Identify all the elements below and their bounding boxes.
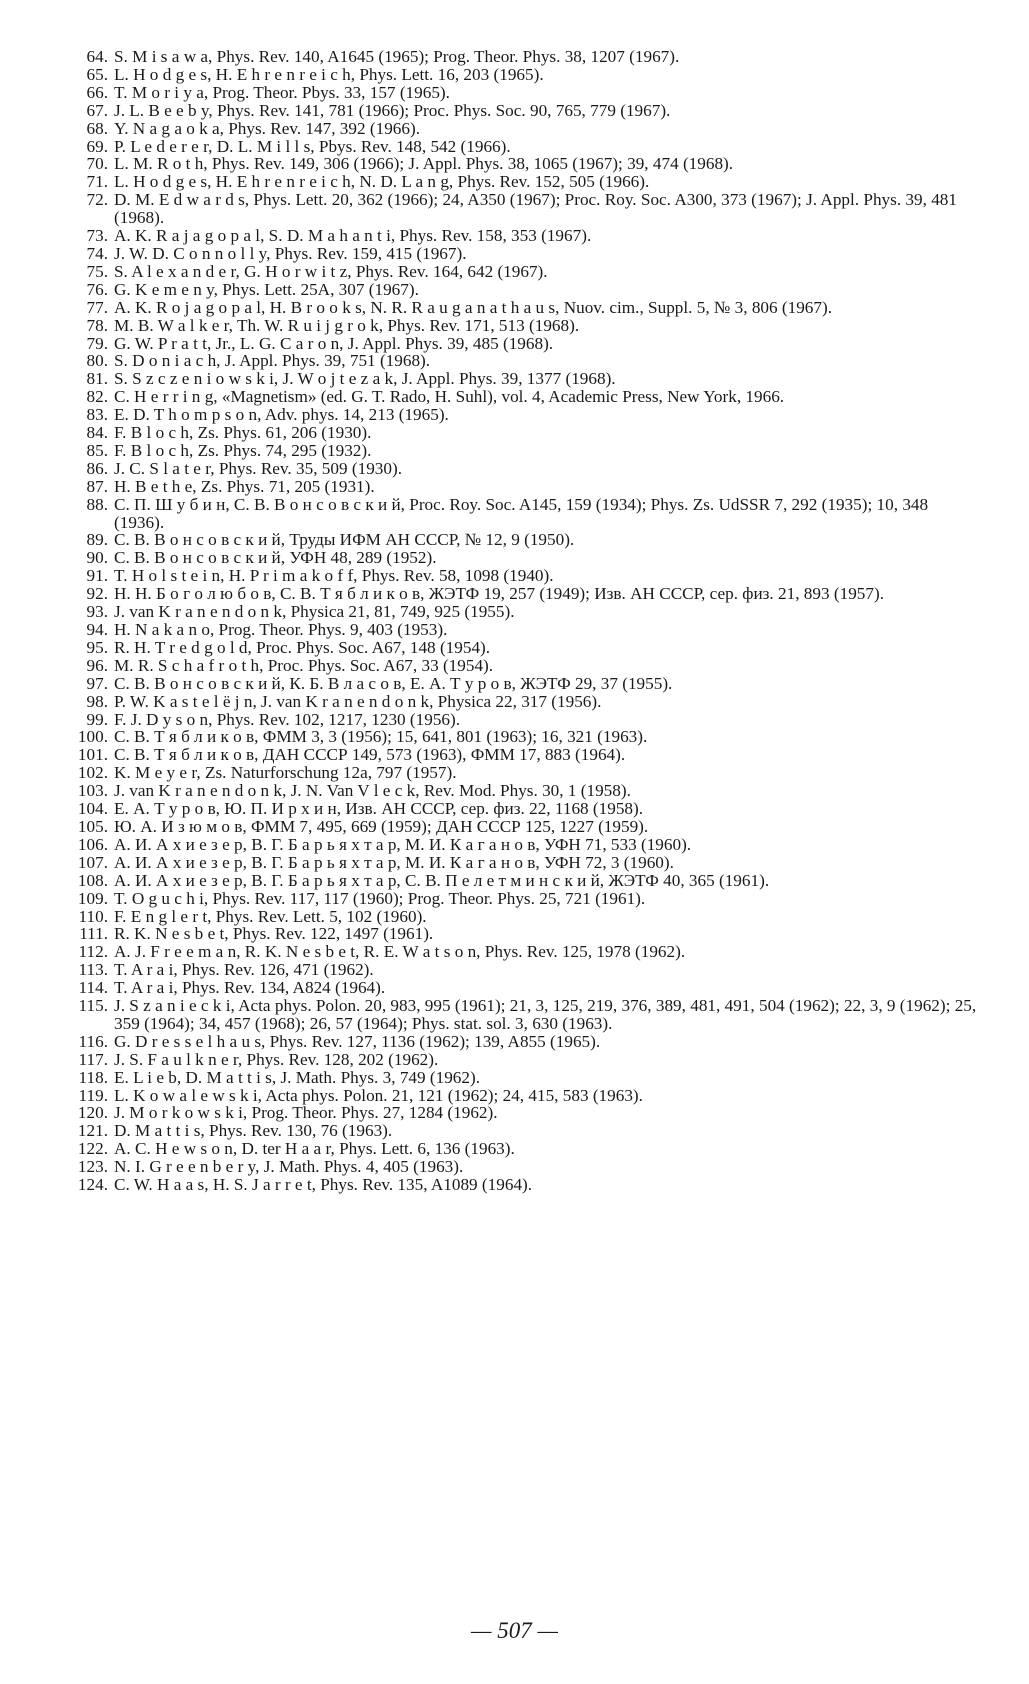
- reference-item: [62, 728, 982, 746]
- reference-item: [62, 1140, 982, 1158]
- reference-text: G. W. P r a t t, Jr., L. G. C a r o n, J. Appl. Phys. 39, 485 (1968).: [114, 333, 554, 353]
- reference-text: А. И. А х и е з е р, В. Г. Б а р ь я х т а р, М. И. К а г а н о в, УФН 72, 3 (1960).: [114, 852, 674, 872]
- reference-item: [62, 1122, 982, 1140]
- reference-item: [62, 890, 982, 908]
- reference-item: [62, 335, 982, 353]
- reference-text: J. W. D. C o n n o l l y, Phys. Rev. 159, 415 (1967).: [114, 243, 467, 263]
- page-number: — 507 —: [471, 1618, 558, 1643]
- reference-text: С. В. Т я б л и к о в, ДАН СССР 149, 573 (1963), ФММ 17, 883 (1964).: [114, 745, 626, 765]
- reference-item: [62, 370, 982, 388]
- reference-number: 95.: [86, 637, 108, 657]
- reference-number: 123.: [77, 1157, 108, 1177]
- reference-text: S. S z c z e n i o w s k i, J. W o j t e z a k, J. Appl. Phys. 39, 1377 (1968).: [114, 369, 616, 389]
- reference-number: 73.: [86, 226, 108, 246]
- reference-item: [62, 460, 982, 478]
- reference-text: S. A l e x a n d e r, G. H o r w i t z, Phys. Rev. 164, 642 (1967).: [114, 261, 548, 281]
- reference-number: 75.: [86, 261, 108, 281]
- reference-text: E. L i e b, D. M a t t i s, J. Math. Phys. 3, 749 (1962).: [114, 1067, 481, 1087]
- reference-text: J. C. S l a t e r, Phys. Rev. 35, 509 (1930).: [114, 458, 402, 478]
- reference-item: [62, 585, 982, 603]
- reference-number: 69.: [86, 136, 108, 156]
- reference-text: E. D. T h o m p s o n, Adv. phys. 14, 213 (1965).: [114, 405, 449, 425]
- reference-number: 79.: [86, 333, 108, 353]
- reference-item: [62, 48, 982, 66]
- reference-item: [62, 1069, 982, 1087]
- reference-item: [62, 961, 982, 979]
- reference-number: 86.: [86, 458, 108, 478]
- reference-item: [62, 84, 982, 102]
- reference-item: [62, 102, 982, 120]
- reference-text: D. M. E d w a r d s, Phys. Lett. 20, 362 (1966); 24, A350 (1967); Proc. Roy. Soc. A300, 373 (1967); J. Appl. Phys. 39, 481 (1968).: [114, 190, 957, 228]
- reference-item: [62, 943, 982, 961]
- reference-text: T. A r a i, Phys. Rev. 134, A824 (1964).: [114, 978, 386, 998]
- reference-number: 70.: [86, 154, 108, 174]
- reference-number: 115.: [78, 996, 108, 1016]
- reference-text: Y. N a g a o k a, Phys. Rev. 147, 392 (1966).: [114, 118, 421, 138]
- reference-page: [62, 48, 982, 1194]
- reference-number: 81.: [86, 369, 108, 389]
- reference-text: S. M i s a w a, Phys. Rev. 140, A1645 (1965); Prog. Theor. Phys. 38, 1207 (1967).: [114, 47, 680, 66]
- reference-number: 121.: [77, 1121, 108, 1141]
- reference-item: [62, 173, 982, 191]
- reference-text: F. B l o c h, Zs. Phys. 74, 295 (1932).: [114, 440, 372, 460]
- reference-number: 103.: [77, 781, 108, 801]
- reference-number: 98.: [86, 691, 108, 711]
- reference-number: 107.: [77, 852, 108, 872]
- reference-number: 76.: [86, 279, 108, 299]
- reference-text: R. K. N e s b e t, Phys. Rev. 122, 1497 (1961).: [114, 924, 434, 944]
- reference-text: F. B l o c h, Zs. Phys. 61, 206 (1930).: [114, 423, 372, 443]
- reference-number: 105.: [77, 816, 108, 836]
- reference-item: [62, 155, 982, 173]
- reference-number: 78.: [86, 315, 108, 335]
- reference-text: F. E n g l e r t, Phys. Rev. Lett. 5, 102 (1960).: [114, 906, 427, 926]
- reference-number: 90.: [86, 548, 108, 568]
- reference-text: G. D r e s s e l h a u s, Phys. Rev. 127, 1136 (1962); 139, A855 (1965).: [114, 1031, 601, 1051]
- reference-text: P. L e d e r e r, D. L. M i l l s, Pbys. Rev. 148, 542 (1966).: [114, 136, 511, 156]
- reference-item: [62, 1158, 982, 1176]
- reference-number: 65.: [86, 64, 108, 84]
- reference-text: J. L. B e e b y, Phys. Rev. 141, 781 (1966); Proc. Phys. Soc. 90, 765, 779 (1967).: [114, 100, 671, 120]
- reference-item: [62, 657, 982, 675]
- reference-item: [62, 979, 982, 997]
- reference-number: 104.: [77, 799, 108, 819]
- reference-number: 74.: [86, 243, 108, 263]
- reference-item: [62, 711, 982, 729]
- reference-number: 84.: [86, 423, 108, 443]
- reference-text: A. K. R a j a g o p a l, S. D. M a h a n t i, Phys. Rev. 158, 353 (1967).: [114, 226, 592, 246]
- reference-text: P. W. K a s t e l ë j n, J. van K r a n e n d o n k, Physica 22, 317 (1956).: [114, 691, 602, 711]
- reference-number: 102.: [77, 763, 108, 783]
- reference-item: [62, 675, 982, 693]
- reference-text: L. H o d g e s, H. E h r e n r e i c h, Phys. Lett. 16, 203 (1965).: [114, 64, 544, 84]
- reference-number: 119.: [78, 1085, 108, 1105]
- reference-text: A. K. R o j a g o p a l, H. B r o o k s, N. R. R a u g a n a t h a u s, Nuov. cim., Suppl. 5, № 3, 806 (1967).: [114, 297, 833, 317]
- reference-text: T. M o r i y a, Prog. Theor. Pbys. 33, 157 (1965).: [114, 82, 450, 102]
- reference-number: 118.: [78, 1067, 108, 1087]
- reference-item: [62, 782, 982, 800]
- reference-number: 66.: [86, 82, 108, 102]
- reference-text: L. H o d g e s, H. E h r e n r e i c h, N. D. L a n g, Phys. Rev. 152, 505 (1966).: [114, 172, 650, 192]
- reference-number: 80.: [86, 351, 108, 371]
- reference-text: N. I. G r e e n b e r y, J. Math. Phys. 4, 405 (1963).: [114, 1157, 464, 1177]
- reference-number: 88.: [86, 494, 108, 514]
- reference-text: S. D o n i a c h, J. Appl. Phys. 39, 751 (1968).: [114, 351, 431, 371]
- reference-number: 101.: [77, 745, 108, 765]
- reference-text: C. H e r r i n g, «Magnetism» (ed. G. T. Rado, H. Suhl), vol. 4, Academic Press, New York, 1966.: [114, 387, 785, 407]
- reference-item: [62, 997, 982, 1033]
- reference-item: [62, 299, 982, 317]
- reference-text: H. B e t h e, Zs. Phys. 71, 205 (1931).: [114, 476, 375, 496]
- reference-item: [62, 191, 982, 227]
- reference-item: [62, 836, 982, 854]
- reference-item: [62, 693, 982, 711]
- reference-item: [62, 1051, 982, 1069]
- reference-text: T. O g u c h i, Phys. Rev. 117, 117 (1960); Prog. Theor. Phys. 25, 721 (1961).: [114, 888, 646, 908]
- reference-number: 71.: [86, 172, 108, 192]
- reference-item: [62, 496, 982, 532]
- reference-text: С. В. В о н с о в с к и й, К. Б. В л а с о в, Е. А. Т у р о в, ЖЭТФ 29, 37 (1955).: [114, 673, 673, 693]
- reference-number: 64.: [86, 47, 108, 66]
- reference-text: K. M e y e r, Zs. Naturforschung 12a, 797 (1957).: [114, 763, 457, 783]
- reference-text: J. van K r a n e n d o n k, Physica 21, 81, 749, 925 (1955).: [114, 602, 515, 622]
- reference-item: [62, 120, 982, 138]
- reference-text: D. M a t t i s, Phys. Rev. 130, 76 (1963).: [114, 1121, 393, 1141]
- reference-list: [62, 48, 982, 1194]
- reference-text: G. K e m e n y, Phys. Lett. 25A, 307 (1967).: [114, 279, 419, 299]
- reference-number: 94.: [86, 620, 108, 639]
- reference-item: [62, 621, 982, 639]
- reference-text: Е. А. Т у р о в, Ю. П. И р х и н, Изв. АН СССР, сер. физ. 22, 1168 (1958).: [114, 799, 644, 819]
- reference-number: 100.: [77, 727, 108, 747]
- reference-item: [62, 531, 982, 549]
- reference-text: J. S z a n i e c k i, Acta phys. Polon. 20, 983, 995 (1961); 21, 3, 125, 219, 376, 389, 481, 491, 504 (1962); 22, 3, 9 (1962); 25, 359 (1964); 34, 457 (1968); 26, 57 (1964); Phys. stat. sol. 3, 630 (1963).: [114, 996, 977, 1033]
- reference-item: [62, 1087, 982, 1105]
- reference-text: M. B. W a l k e r, Th. W. R u i j g r o k, Phys. Rev. 171, 513 (1968).: [114, 315, 580, 335]
- reference-text: J. S. F a u l k n e r, Phys. Rev. 128, 202 (1962).: [114, 1049, 439, 1069]
- reference-text: T. H o l s t e i n, H. P r i m a k o f f, Phys. Rev. 58, 1098 (1940).: [114, 566, 554, 586]
- reference-number: 85.: [86, 440, 108, 460]
- reference-item: [62, 746, 982, 764]
- reference-item: [62, 1104, 982, 1122]
- reference-item: [62, 478, 982, 496]
- reference-text: R. H. T r e d g o l d, Proc. Phys. Soc. A67, 148 (1954).: [114, 637, 491, 657]
- reference-text: С. П. Ш у б и н, С. В. В о н с о в с к и й, Proc. Roy. Soc. A145, 159 (1934); Phys. Zs. UdSSR 7, 292 (1935); 10, 348 (1936).: [114, 494, 929, 532]
- reference-number: 77.: [86, 297, 108, 317]
- reference-text: H. N a k a n o, Prog. Theor. Phys. 9, 403 (1953).: [114, 620, 448, 639]
- reference-number: 110.: [78, 906, 108, 926]
- reference-text: T. A r a i, Phys. Rev. 126, 471 (1962).: [114, 960, 374, 980]
- reference-item: [62, 549, 982, 567]
- reference-item: [62, 263, 982, 281]
- reference-item: [62, 442, 982, 460]
- reference-number: 112.: [78, 942, 108, 962]
- reference-item: [62, 227, 982, 245]
- reference-number: 93.: [86, 602, 108, 622]
- reference-item: [62, 603, 982, 621]
- reference-number: 99.: [86, 709, 108, 729]
- reference-item: [62, 424, 982, 442]
- reference-number: 92.: [86, 584, 108, 604]
- reference-item: [62, 800, 982, 818]
- reference-item: [62, 818, 982, 836]
- reference-item: [62, 1176, 982, 1194]
- reference-text: А. И. А х и е з е р, В. Г. Б а р ь я х т а р, М. И. К а г а н о в, УФН 71, 533 (1960).: [114, 834, 692, 854]
- reference-number: 97.: [86, 673, 108, 693]
- reference-number: 109.: [77, 888, 108, 908]
- reference-text: С. В. Т я б л и к о в, ФММ 3, 3 (1956); 15, 641, 801 (1963); 16, 321 (1963).: [114, 727, 648, 747]
- reference-number: 114.: [78, 978, 108, 998]
- reference-number: 68.: [86, 118, 108, 138]
- reference-text: C. W. H a a s, H. S. J a r r e t, Phys. Rev. 135, A1089 (1964).: [114, 1175, 533, 1195]
- reference-text: Ю. А. И з ю м о в, ФММ 7, 495, 669 (1959); ДАН СССР 125, 1227 (1959).: [114, 816, 649, 836]
- reference-number: 67.: [86, 100, 108, 120]
- reference-item: [62, 854, 982, 872]
- reference-text: А. И. А х и е з е р, В. Г. Б а р ь я х т а р, С. В. П е л е т м и н с к и й, ЖЭТФ 40, 365 (1961).: [114, 870, 770, 890]
- reference-number: 91.: [86, 566, 108, 586]
- reference-number: 72.: [86, 190, 108, 210]
- reference-number: 117.: [78, 1049, 108, 1069]
- reference-item: [62, 1033, 982, 1051]
- reference-item: [62, 388, 982, 406]
- reference-number: 106.: [77, 834, 108, 854]
- reference-text: A. J. F r e e m a n, R. K. N e s b e t, R. E. W a t s o n, Phys. Rev. 125, 1978 (1962).: [114, 942, 686, 962]
- reference-number: 124.: [77, 1175, 108, 1195]
- reference-item: [62, 764, 982, 782]
- reference-item: [62, 317, 982, 335]
- reference-number: 122.: [77, 1139, 108, 1159]
- reference-text: F. J. D y s o n, Phys. Rev. 102, 1217, 1230 (1956).: [114, 709, 461, 729]
- reference-text: J. van K r a n e n d o n k, J. N. Van V l e c k, Rev. Mod. Phys. 30, 1 (1958).: [114, 781, 631, 801]
- reference-number: 113.: [78, 960, 108, 980]
- reference-item: [62, 245, 982, 263]
- reference-item: [62, 639, 982, 657]
- reference-item: [62, 406, 982, 424]
- reference-item: [62, 567, 982, 585]
- reference-text: M. R. S c h a f r o t h, Proc. Phys. Soc. A67, 33 (1954).: [114, 655, 494, 675]
- reference-number: 96.: [86, 655, 108, 675]
- reference-item: [62, 908, 982, 926]
- reference-number: 120.: [77, 1103, 108, 1123]
- reference-text: Н. Н. Б о г о л ю б о в, С. В. Т я б л и к о в, ЖЭТФ 19, 257 (1949); Изв. АН СССР, сер. физ. 21, 893 (1957).: [114, 584, 885, 604]
- reference-item: [62, 138, 982, 156]
- reference-item: [62, 925, 982, 943]
- reference-text: L. K o w a l e w s k i, Acta phys. Polon. 21, 121 (1962); 24, 415, 583 (1963).: [114, 1085, 643, 1105]
- reference-text: С. В. В о н с о в с к и й, Труды ИФМ АН СССР, № 12, 9 (1950).: [114, 530, 575, 550]
- reference-number: 87.: [86, 476, 108, 496]
- reference-text: J. M o r k o w s k i, Prog. Theor. Phys. 27, 1284 (1962).: [114, 1103, 498, 1123]
- reference-text: A. C. H e w s o n, D. ter H a a r, Phys. Lett. 6, 136 (1963).: [114, 1139, 515, 1159]
- reference-item: [62, 352, 982, 370]
- reference-item: [62, 872, 982, 890]
- reference-number: 111.: [79, 924, 108, 944]
- reference-number: 89.: [86, 530, 108, 550]
- reference-text: L. M. R o t h, Phys. Rev. 149, 306 (1966); J. Appl. Phys. 38, 1065 (1967); 39, 474 (1968).: [114, 154, 734, 174]
- reference-text: С. В. В о н с о в с к и й, УФН 48, 289 (1952).: [114, 548, 437, 568]
- reference-number: 108.: [77, 870, 108, 890]
- reference-number: 82.: [86, 387, 108, 407]
- reference-number: 83.: [86, 405, 108, 425]
- reference-number: 116.: [78, 1031, 108, 1051]
- reference-item: [62, 66, 982, 84]
- reference-item: [62, 281, 982, 299]
